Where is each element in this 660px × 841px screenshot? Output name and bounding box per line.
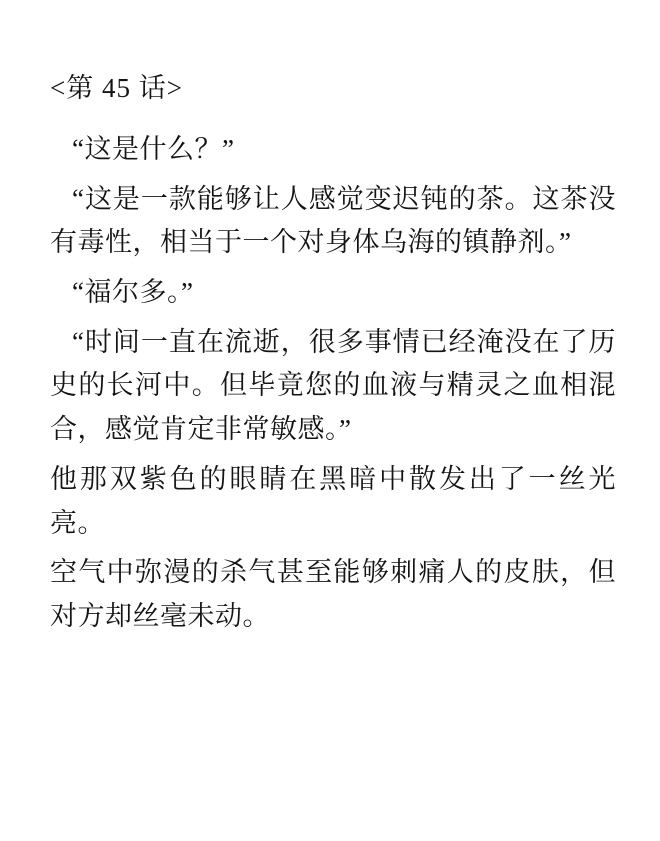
paragraph-5: 他那双紫色的眼睛在黑暗中散发出了一丝光亮。: [50, 463, 616, 538]
paragraph-4: “时间一直在流逝，很多事情已经淹没在了历史的长河中。但毕竟您的血液与精灵之血相混合，感觉肯定非常敏感。”: [50, 326, 616, 445]
paragraph-1: “这是什么？”: [72, 133, 235, 164]
document-body: [50, 70, 616, 645]
paragraph-2: “这是一款能够让人感觉变迟钝的茶。这茶没有毒性，相当于一个对身体乌海的镇静剂。”: [50, 183, 616, 258]
chapter-heading: <第 45 话>: [50, 73, 183, 103]
paragraph-6: 空气中弥漫的杀气甚至能够刺痛人的皮肤，但对方却丝毫未动。: [50, 557, 616, 632]
paragraph-3: “福尔多。”: [72, 277, 194, 307]
